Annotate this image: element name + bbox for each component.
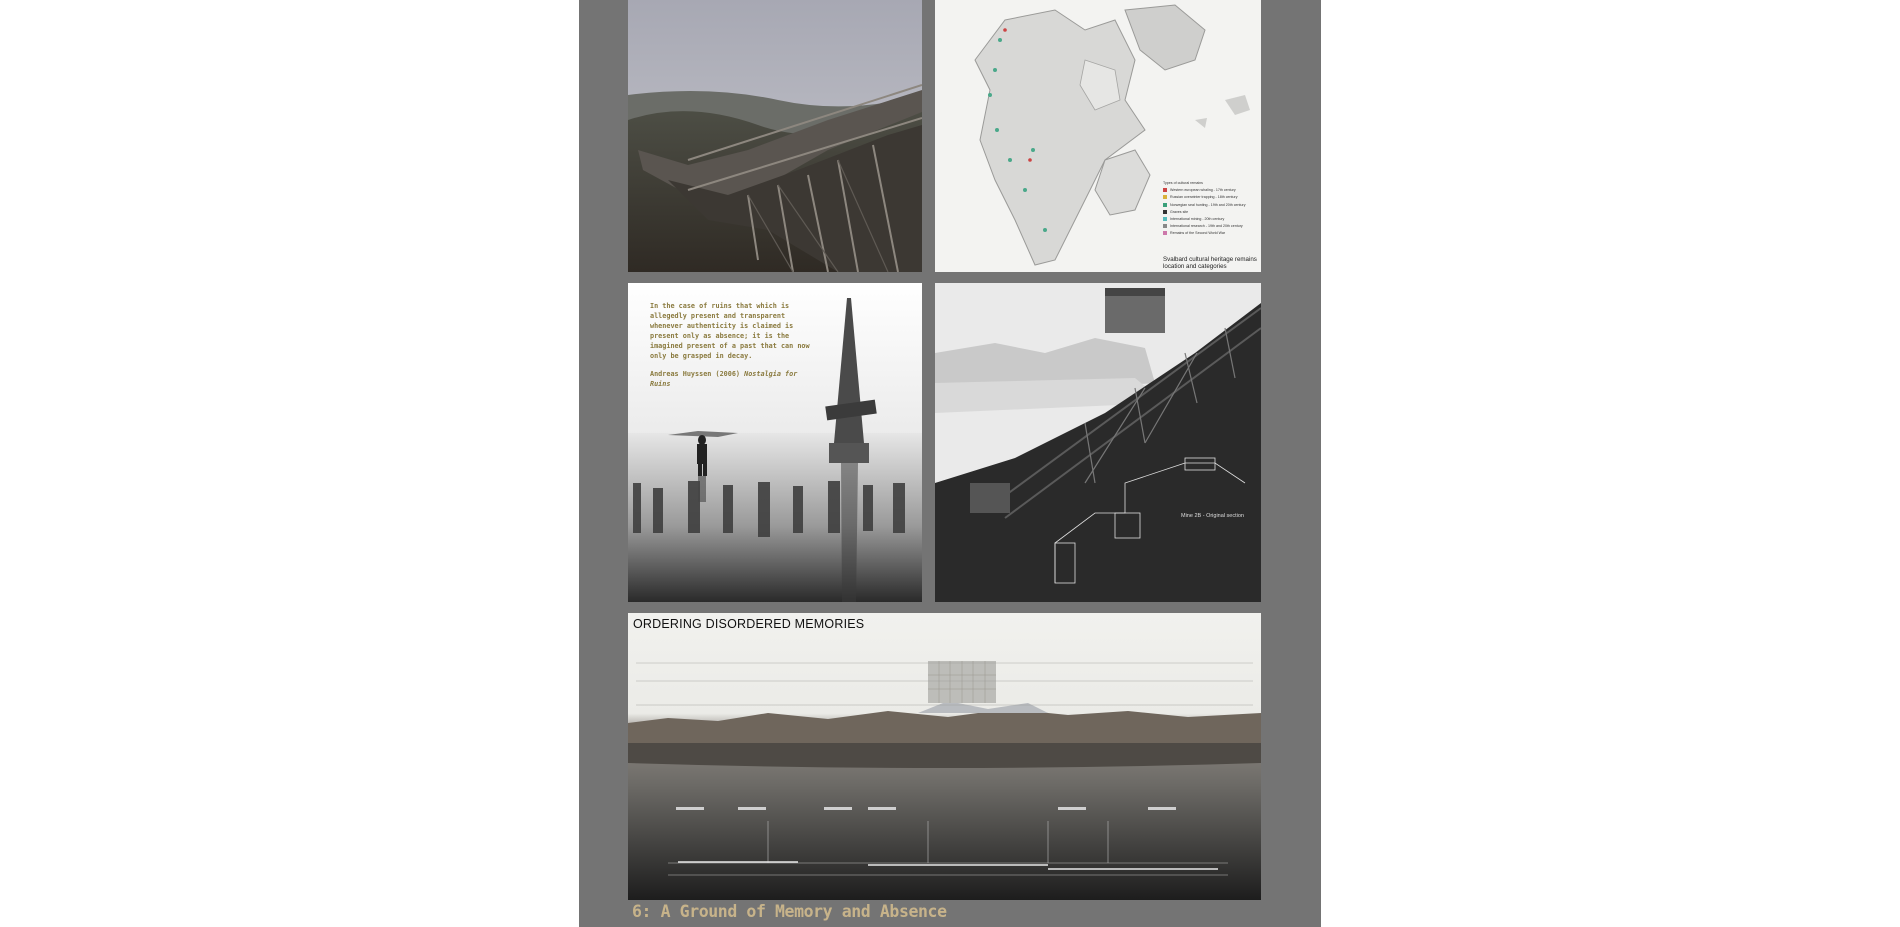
section-label: Mine 2B - Original section (1181, 513, 1244, 519)
legend-item: Remains of the Second World War (1163, 230, 1246, 237)
map-caption: Svalbard cultural heritage remains location and categories (1163, 256, 1257, 270)
legend-item: International mining - 20th century (1163, 216, 1246, 223)
memories-diagram (628, 613, 1261, 900)
legend-item: Graves site (1163, 209, 1246, 216)
boardwalk-photo (628, 0, 922, 272)
quote-text: In the case of ruins that which is allegedly present and transparent whenever authenticity is claimed is present only as absence; it is the imagined present of a past that can now only be grasped in decay. (650, 302, 810, 360)
svalbard-map (935, 0, 1261, 272)
map-legend (1163, 180, 1246, 238)
quote-author: Andreas Huyssen (2006) (650, 370, 741, 378)
memories-title: ORDERING DISORDERED MEMORIES (633, 617, 865, 631)
legend-item: International research - 19th and 20th century (1163, 223, 1246, 230)
legend-item: Norwegian seal hunting - 19th and 20th century (1163, 202, 1246, 209)
huyssen-quote (650, 301, 820, 389)
legend-title: Types of cultural remains (1163, 181, 1203, 185)
quote-monument-image (628, 283, 922, 602)
legend-item: Russian overwinter trapping - 18th century (1163, 194, 1246, 201)
page-title: 6: A Ground of Memory and Absence (632, 902, 947, 921)
quote-citation (650, 369, 820, 389)
legend-item: Western european whaling - 17th century (1163, 187, 1246, 194)
mine-section-image (935, 283, 1261, 602)
quote-work: Nostalgia for Ruins (650, 370, 798, 388)
